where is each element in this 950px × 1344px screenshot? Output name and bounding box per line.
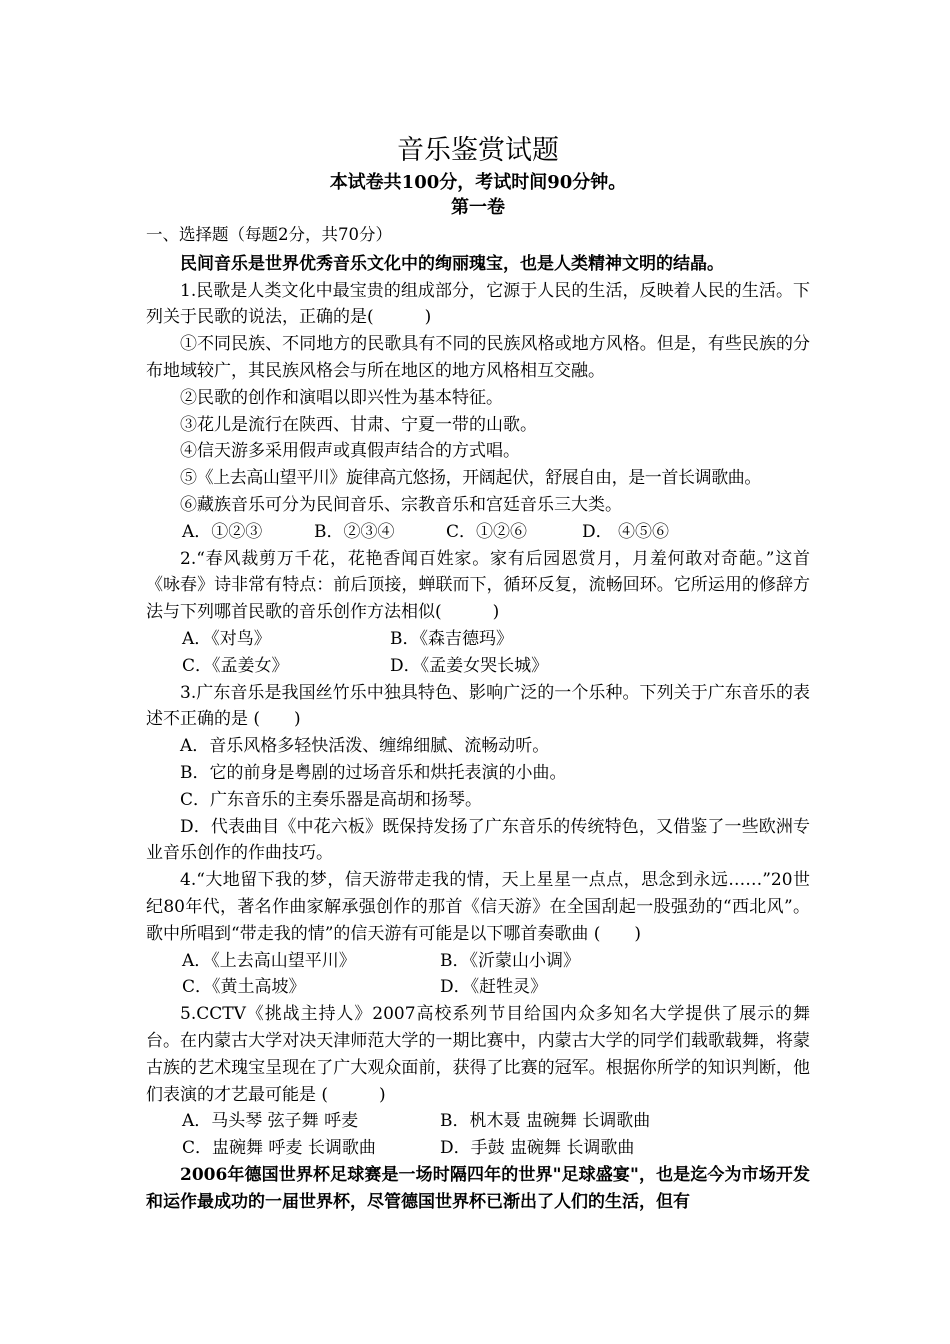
question-5-options-row-2 xyxy=(146,1135,810,1162)
section-heading: 一、选择题（每题2分，共70分） xyxy=(146,225,392,244)
question-3-stem: 3.广东音乐是我国丝竹乐中独具特色、影响广泛的一个乐种。下列关于广东音乐的表述不正确的是 ( ) xyxy=(146,682,810,730)
question-3-option-c: C．广东音乐的主奏乐器是高胡和扬琴。 xyxy=(180,789,483,810)
option-b: B．②③④ xyxy=(314,521,395,542)
option-b: B．《森吉德玛》 xyxy=(390,628,513,649)
question-1-statement-1: ①不同民族、不同地方的民歌具有不同的民族风格或地方风格。但是，有些民族的分布地域较广，其民族风格会与所在地区的地方风格相互交融。 xyxy=(146,334,810,381)
option-a: A．《对鸟》 xyxy=(182,628,271,649)
question-5-stem: 5.CCTV《挑战主持人》2007高校系列节目给国内众多知名大学提供了展示的舞台。在内蒙古大学对决天津师范大学的一期比赛中，内蒙古大学的同学们载歌载舞，将蒙古族的艺术瑰宝呈现在了广大观众面前，获得了比赛的冠军。根据你所学的知识判断，他们表演的才艺最可能是 ( ) xyxy=(146,1004,810,1105)
option-d: D． ④⑤⑥ xyxy=(582,521,670,542)
option-d: D．《孟姜女哭长城》 xyxy=(390,655,549,676)
question-4-options-row-1 xyxy=(146,948,810,975)
exam-info: 本试卷共100分，考试时间90分钟。 xyxy=(329,172,627,193)
question-2-options-row-1 xyxy=(146,626,810,653)
question-3-option-d: D．代表曲目《中花六板》既保持发扬了广东音乐的传统特色，又借鉴了一些欧洲专业音乐创作的作曲技巧。 xyxy=(146,816,810,864)
question-1-statement-4: ④信天游多采用假声或真假声结合的方式唱。 xyxy=(180,441,520,462)
question-1-statement-6: ⑥藏族音乐可分为民间音乐、宗教音乐和宫廷音乐三大类。 xyxy=(180,494,622,515)
question-4-stem: 4.“大地留下我的梦，信天游带走我的情，天上星星一点点，思念到永远……”20世纪80年代，著名作曲家解承强创作的那首《信天游》在全国刮起一股强劲的“西北风”。歌中所唱到“带走我的情”的信天游有可能是以下哪首奏歌曲 ( ) xyxy=(146,870,810,944)
option-c: C．盅碗舞 呼麦 长调歌曲 xyxy=(182,1138,376,1159)
exam-page xyxy=(146,132,810,1215)
question-2-stem: 2.“春风裁剪万千花，花艳香闻百姓家。家有后园恩赏月，月羞何敢对奇葩。”这首《咏春》诗非常有特点：前后顶接，蝉联而下，循环反复，流畅回环。它所运用的修辞方法与下列哪首民歌的音乐创作方法相似( ) xyxy=(146,548,810,623)
option-c: C．①②⑥ xyxy=(446,521,528,542)
option-b: B．杋木聂 盅碗舞 长调歌曲 xyxy=(440,1111,651,1132)
option-b: B．《沂蒙山小调》 xyxy=(440,950,580,971)
option-a: A．①②③ xyxy=(182,521,263,542)
question-1-statement-3: ③花儿是流行在陕西、甘肃、宁夏一带的山歌。 xyxy=(180,414,537,435)
option-a: A．《上去高山望平川》 xyxy=(182,950,356,971)
option-c: C．《孟姜女》 xyxy=(182,655,289,676)
question-4-options-row-2 xyxy=(146,974,810,1001)
question-3-option-b: B．它的前身是粤剧的过场音乐和烘托表演的小曲。 xyxy=(180,762,567,783)
question-2-options-row-2 xyxy=(146,653,810,680)
question-1-statement-5: ⑤《上去高山望平川》旋律高亢悠扬，开阔起伏，舒展自由，是一首长调歌曲。 xyxy=(180,468,761,489)
intro-paragraph-2: 2006年德国世界杯足球赛是一场时隔四年的世界"足球盛宴"，也是迄今为市场开发和运作最成功的一届世界杯，尽管德国世界杯已渐出了人们的生活，但有 xyxy=(146,1164,810,1212)
intro-paragraph: 民间音乐是世界优秀音乐文化中的绚丽瑰宝，也是人类精神文明的结晶。 xyxy=(180,253,724,274)
part-heading: 第一卷 xyxy=(451,197,505,218)
question-5-options-row-1 xyxy=(146,1108,810,1135)
question-1-stem: 1.民歌是人类文化中最宝贵的组成部分，它源于人民的生活，反映着人民的生活。下列关于民歌的说法，正确的是( ) xyxy=(146,280,810,328)
question-1-options xyxy=(146,519,810,546)
option-a: A．马头琴 弦子舞 呼麦 xyxy=(182,1111,359,1132)
page-title: 音乐鉴赏试题 xyxy=(397,135,559,166)
option-d: D．手鼓 盅碗舞 长调歌曲 xyxy=(440,1138,635,1159)
option-d: D．《赶牲灵》 xyxy=(440,977,548,998)
question-3-option-a: A．音乐风格多轻快活泼、缠绵细腻、流畅动听。 xyxy=(180,736,550,757)
option-c: C．《黄土高坡》 xyxy=(182,977,306,998)
question-1-statement-2: ②民歌的创作和演唱以即兴性为基本特征。 xyxy=(180,387,503,408)
